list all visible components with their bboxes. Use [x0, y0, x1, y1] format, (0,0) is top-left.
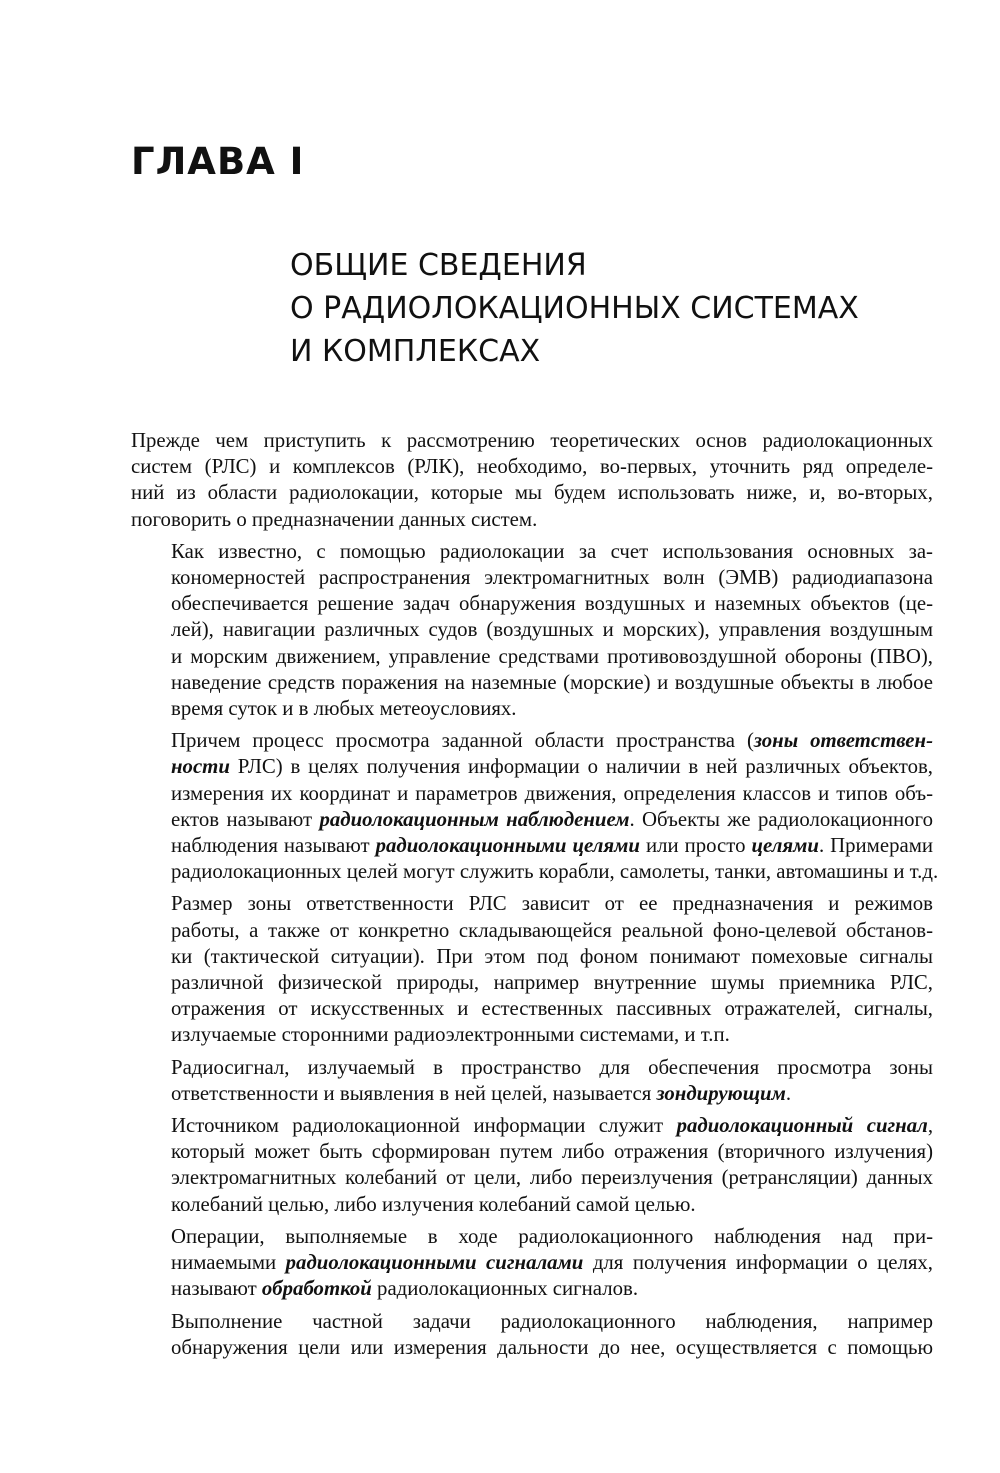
- text-run: поговорить о предназначении данных систем.: [131, 507, 538, 531]
- text-line: [131, 1276, 933, 1302]
- text-line: [131, 1081, 933, 1107]
- chapter-title-line: И КОМПЛЕКСАХ: [290, 334, 541, 369]
- text-line: [131, 891, 933, 917]
- text-run: систем (РЛС) и комплексов (РЛК), необходимо, во-первых, уточнить ряд определе-: [131, 455, 933, 479]
- emphasized-term: целями: [751, 834, 819, 858]
- text-line: [131, 670, 933, 696]
- text-line: [131, 1022, 933, 1048]
- chapter-title-line: О РАДИОЛОКАЦИОННЫХ СИСТЕМАХ: [290, 291, 859, 326]
- text-run: работы, а также от конкретно складывающейся реальной фоно-целевой обстанов-: [171, 918, 933, 942]
- emphasized-term: радиолокационным наблюдением: [319, 807, 630, 831]
- text-run: наведение средств поражения на наземные (морские) и воздушные объекты в любое: [171, 670, 933, 694]
- text-run: различной физической природы, например внутренние шумы приемника РЛС,: [171, 971, 933, 995]
- paragraph: [131, 1113, 933, 1218]
- paragraph: [131, 1224, 933, 1303]
- text-run: радиолокационных сигналов.: [371, 1277, 639, 1301]
- paragraph: [131, 728, 939, 885]
- text-run: Выполнение частной задачи радиолокационного наблюдения, например: [171, 1309, 933, 1333]
- text-run: Источником радиолокационной информации служит: [171, 1114, 677, 1138]
- text-run: Прежде чем приступить к рассмотрению теоретических основ радиолокационных: [131, 429, 933, 452]
- text-line: [131, 1309, 933, 1335]
- text-line: [131, 507, 933, 533]
- text-run: . Примерами: [818, 834, 933, 858]
- text-run: или просто: [639, 834, 752, 858]
- text-line: [131, 1139, 933, 1165]
- body-text: [131, 428, 939, 1367]
- text-line: [131, 1192, 933, 1218]
- text-line: [131, 565, 933, 591]
- emphasized-term: радиолокационными целями: [375, 834, 640, 858]
- text-run: наблюдения называют: [171, 834, 376, 858]
- text-run: радиолокационных целей могут служить корабли, самолеты, танки, автомашины и т.д.: [171, 860, 939, 884]
- text-line: [131, 539, 933, 565]
- text-line: [131, 480, 933, 506]
- emphasized-term: радиолокационными сигналами: [285, 1251, 584, 1275]
- text-line: [131, 696, 933, 722]
- text-run: ответственности и выявления в ней целей, называется: [171, 1081, 657, 1105]
- emphasized-term: обработкой: [261, 1277, 372, 1301]
- text-line: [131, 996, 933, 1022]
- emphasized-term: ности: [171, 755, 230, 779]
- text-run: для получения информации о целях,: [583, 1251, 933, 1275]
- text-line: [131, 428, 933, 454]
- text-run: называют: [171, 1277, 262, 1301]
- text-run: время суток и в любых метеоусловиях.: [171, 697, 517, 721]
- text-line: [131, 1165, 933, 1191]
- emphasized-term: радиолокационный сигнал: [676, 1114, 928, 1138]
- text-run: лей), навигации различных судов (воздушных и морских), управления воздушным: [171, 618, 933, 642]
- text-run: отражения от искусственных и естественных пассивных отражателей, сигналы,: [171, 997, 933, 1021]
- text-run: . Объекты же радиолокационного: [629, 807, 933, 831]
- text-line: [131, 970, 933, 996]
- text-run: ки (тактической ситуации). При этом под фоном понимают помеховые сигналы: [171, 944, 933, 968]
- text-line: [131, 1250, 933, 1276]
- text-run: Причем процесс просмотра заданной области пространства (: [171, 729, 754, 753]
- text-run: ний из области радиолокации, которые мы будем использовать ниже, и, во-вторых,: [131, 481, 933, 505]
- emphasized-term: зоны ответствен-: [753, 729, 934, 753]
- paragraph: [131, 428, 933, 533]
- chapter-title: [290, 244, 970, 373]
- chapter-title-line: ОБЩИЕ СВЕДЕНИЯ: [290, 248, 587, 283]
- emphasized-term: зондирующим: [656, 1081, 786, 1105]
- text-run: кономерностей распространения электромагнитных волн (ЭМВ) радиодиапазона: [171, 566, 933, 590]
- text-line: [131, 1113, 933, 1139]
- text-run: обнаружения цели или измерения дальности до нее, осуществляется с помощью: [171, 1335, 933, 1359]
- text-line: [131, 591, 933, 617]
- text-line: [131, 833, 933, 859]
- paragraph: [131, 891, 933, 1048]
- paragraph: [131, 539, 933, 722]
- text-run: и морским движением, управление средствами противовоздушной обороны (ПВО),: [171, 644, 933, 668]
- text-run: обеспечивается решение задач обнаружения воздушных и наземных объектов (це-: [171, 592, 933, 616]
- text-line: [131, 754, 933, 780]
- text-run: ектов называют: [171, 807, 320, 831]
- text-run: ,: [927, 1114, 934, 1138]
- text-line: [131, 1335, 933, 1361]
- text-run: колебаний целью, либо излучения колебаний самой целью.: [171, 1192, 696, 1216]
- text-run: Радиосигнал, излучаемый в пространство для обеспечения просмотра зоны: [171, 1055, 933, 1079]
- paragraph: [131, 1309, 933, 1361]
- text-run: .: [785, 1081, 792, 1105]
- chapter-heading: ГЛАВА I: [131, 140, 305, 183]
- text-line: [131, 859, 939, 885]
- text-line: [131, 644, 933, 670]
- text-line: [131, 918, 933, 944]
- text-run: излучаемые сторонними радиоэлектронными системами, и т.п.: [171, 1023, 730, 1047]
- text-run: электромагнитных колебаний от цели, либо переизлучения (ретрансляции) данных: [171, 1166, 933, 1190]
- text-line: [131, 1055, 933, 1081]
- paragraph: [131, 1055, 933, 1107]
- text-run: Как известно, с помощью радиолокации за счет использования основных за-: [171, 539, 933, 563]
- text-line: [131, 781, 933, 807]
- text-line: [131, 728, 933, 754]
- text-line: [131, 454, 933, 480]
- text-line: [131, 617, 933, 643]
- text-run: Размер зоны ответственности РЛС зависит от ее предназначения и режимов: [171, 892, 933, 916]
- text-run: РЛС) в целях получения информации о наличии в ней различных объектов,: [229, 755, 933, 779]
- text-run: измерения их координат и параметров движения, определения классов и типов объ-: [171, 781, 933, 805]
- text-run: нимаемыми: [171, 1251, 286, 1275]
- text-line: [131, 807, 933, 833]
- text-line: [131, 944, 933, 970]
- text-line: [131, 1224, 933, 1250]
- text-run: который может быть сформирован путем либо отражения (вторичного излучения): [171, 1140, 933, 1164]
- text-run: Операции, выполняемые в ходе радиолокационного наблюдения над при-: [171, 1224, 933, 1248]
